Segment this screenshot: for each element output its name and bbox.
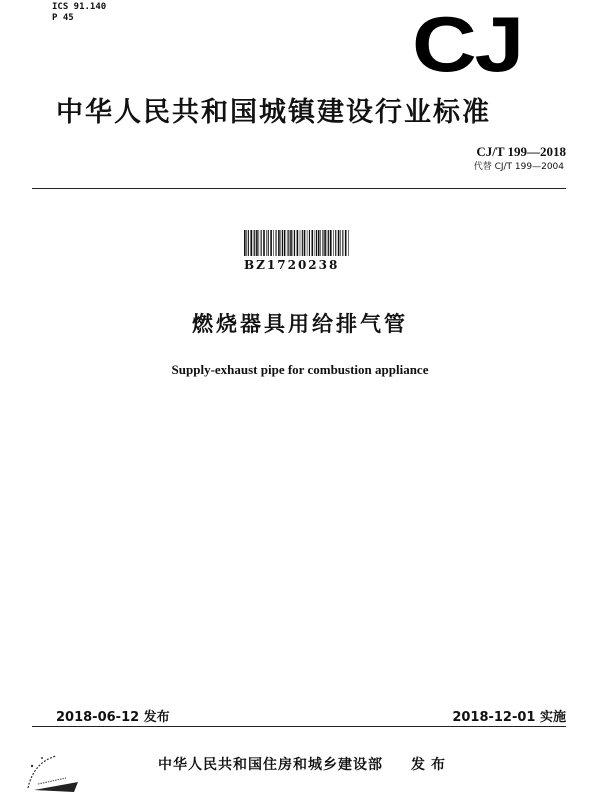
header-divider — [32, 188, 566, 189]
document-title: 燃烧器具用给排气管 — [192, 312, 408, 336]
standard-number: CJ/T 199—2018 — [476, 144, 566, 159]
barcode-image — [244, 230, 352, 256]
ics-code: ICS 91.140 — [52, 2, 107, 12]
footer-divider — [32, 726, 566, 727]
replaces-standard: 代替 CJ/T 199—2004 — [473, 162, 564, 172]
publisher-emblem — [22, 748, 86, 794]
classification-codes — [52, 2, 106, 24]
issue-date: 2018-06-12 发布 — [56, 710, 170, 725]
standard-category: 中华人民共和国城镇建设行业标准 — [56, 97, 491, 128]
barcode-number: BZ1720238 — [244, 258, 340, 272]
document-title-english: Supply-exhaust pipe for combustion appliance — [171, 362, 429, 377]
ccs-code: P 45 — [52, 13, 74, 23]
effective-date: 2018-12-01 实施 — [452, 710, 566, 725]
issuer-action: 发布 — [411, 757, 451, 773]
issuer-name: 中华人民共和国住房和城乡建设部 — [158, 757, 383, 773]
cj-logo: CJ — [412, 0, 523, 88]
issuer-line — [158, 754, 451, 774]
